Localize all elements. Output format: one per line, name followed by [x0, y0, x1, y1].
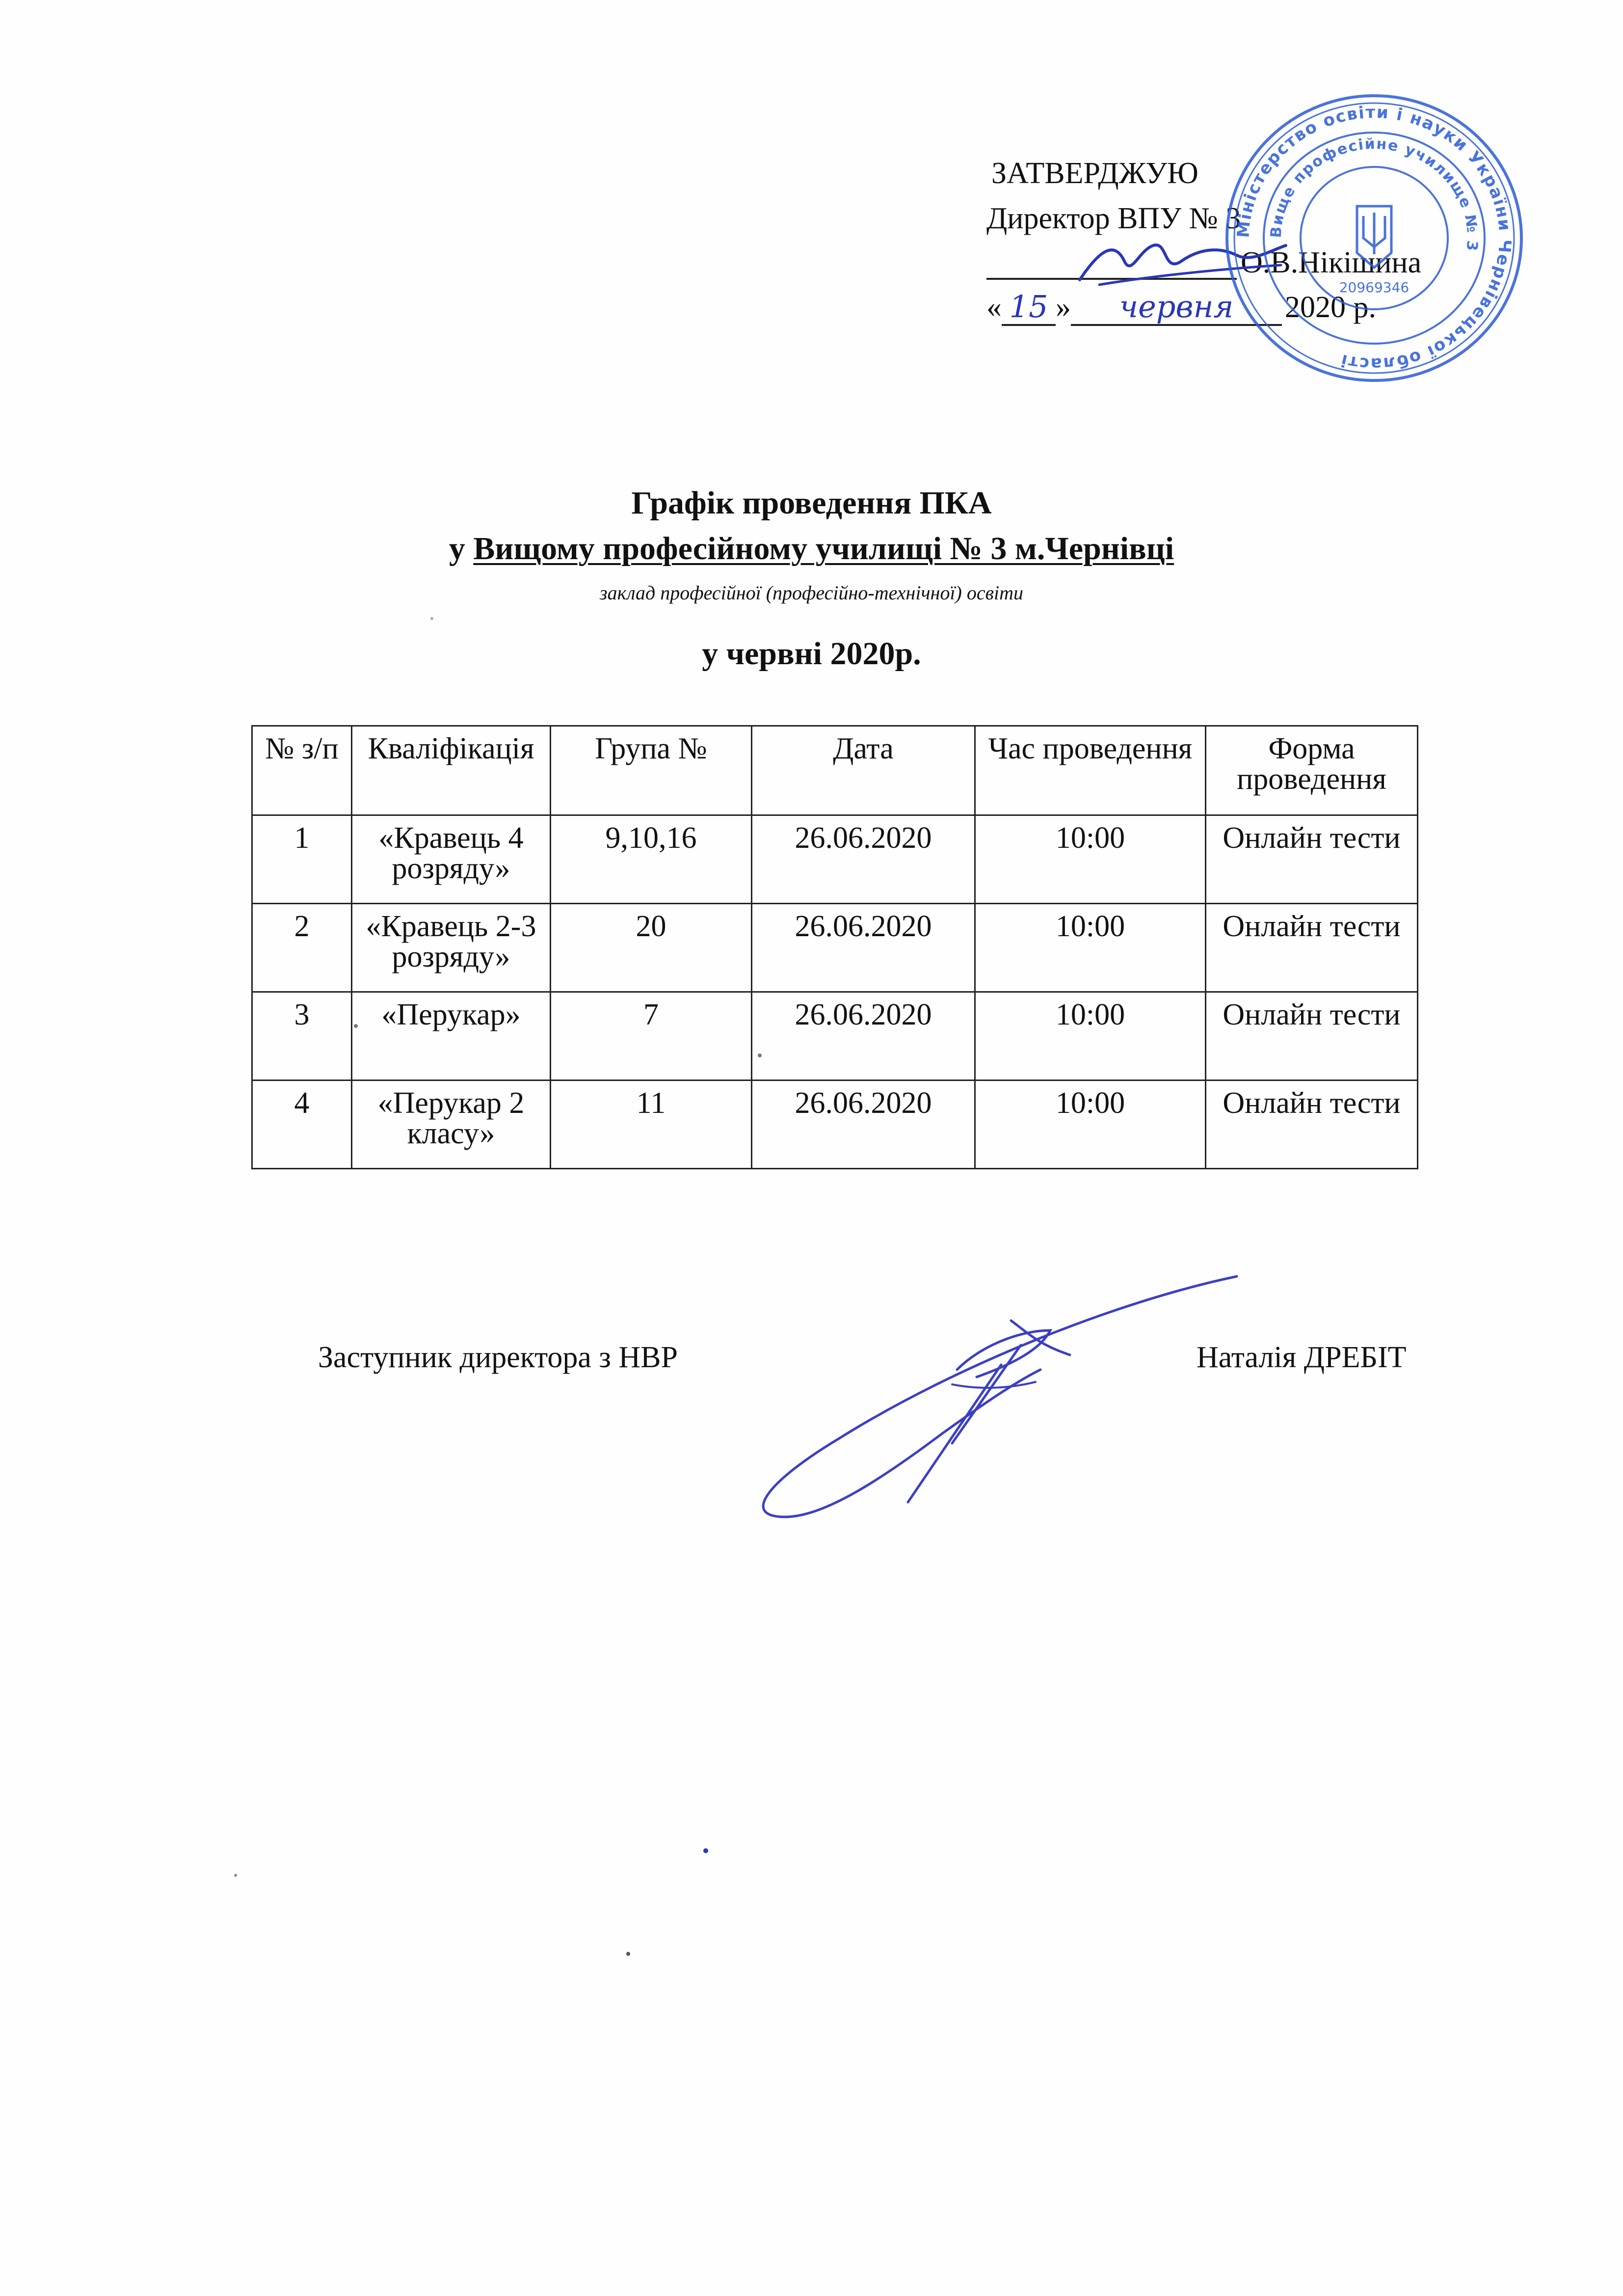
header-group: Група № — [551, 726, 752, 815]
cell-number: 4 — [252, 1080, 352, 1169]
date-open-quote: « — [986, 291, 1002, 324]
cell-group: 11 — [551, 1080, 752, 1169]
subtitle-prefix: у — [449, 531, 474, 567]
document-title: Графік проведення ПКА — [631, 485, 992, 521]
cell-qualification: «Перукар» — [352, 992, 551, 1080]
stamp-outer-text: Міністерство освіти і науки України Чернівецької області — [1233, 102, 1515, 374]
date-close-quote: » — [1056, 291, 1071, 324]
cell-number: 1 — [252, 815, 352, 904]
cell-form: Онлайн тести — [1206, 815, 1418, 904]
cell-group: 9,10,16 — [551, 815, 752, 904]
stamp-inner-text: Вище професійне училище № 3 — [1267, 135, 1481, 253]
cell-date: 26.06.2020 — [752, 815, 975, 904]
document-period: у червні 2020р. — [702, 636, 921, 672]
cell-time: 10:00 — [975, 992, 1206, 1080]
cell-group: 7 — [551, 992, 752, 1080]
cell-group: 20 — [551, 904, 752, 992]
cell-qualification: «Кравець 2-3 розряду» — [352, 904, 551, 992]
approval-signer: О.В.Нікішина — [1241, 246, 1422, 279]
institution-name: Вищому професійному училищі № 3 м.Чернівці — [473, 531, 1174, 567]
date-year: 2020 р. — [1285, 291, 1376, 324]
cell-form: Онлайн тести — [1206, 1080, 1418, 1169]
institution-note: заклад професійної (професійно-технічної) освіти — [599, 582, 1023, 604]
header-form: Форма проведення — [1206, 726, 1418, 815]
approval-position: Директор ВПУ № 3 — [986, 202, 1241, 235]
header-number: № з/п — [252, 726, 352, 815]
stamp-code: 20969346 — [1339, 279, 1410, 296]
cell-form: Онлайн тести — [1206, 992, 1418, 1080]
cell-time: 10:00 — [975, 1080, 1206, 1169]
header-time: Час проведення — [975, 726, 1206, 815]
deputy-label: Заступник директора з НВР — [318, 1341, 678, 1374]
cell-date: 26.06.2020 — [752, 1080, 975, 1169]
date-month: червня — [1071, 290, 1282, 326]
cell-number: 2 — [252, 904, 352, 992]
cell-time: 10:00 — [975, 815, 1206, 904]
header-qualification: Кваліфікація — [352, 726, 551, 815]
approval-title: ЗАТВЕРДЖУЮ — [991, 157, 1198, 190]
cell-form: Онлайн тести — [1206, 904, 1418, 992]
header-date: Дата — [752, 726, 975, 815]
cell-qualification: «Перукар 2 класу» — [352, 1080, 551, 1169]
cell-date: 26.06.2020 — [752, 904, 975, 992]
cell-time: 10:00 — [975, 904, 1206, 992]
cell-number: 3 — [252, 992, 352, 1080]
cell-date: 26.06.2020 — [752, 992, 975, 1080]
cell-qualification: «Кравець 4 розряду» — [352, 815, 551, 904]
date-day: 15 — [1002, 290, 1056, 326]
deputy-name: Наталія ДРЕБІТ — [1197, 1341, 1407, 1374]
